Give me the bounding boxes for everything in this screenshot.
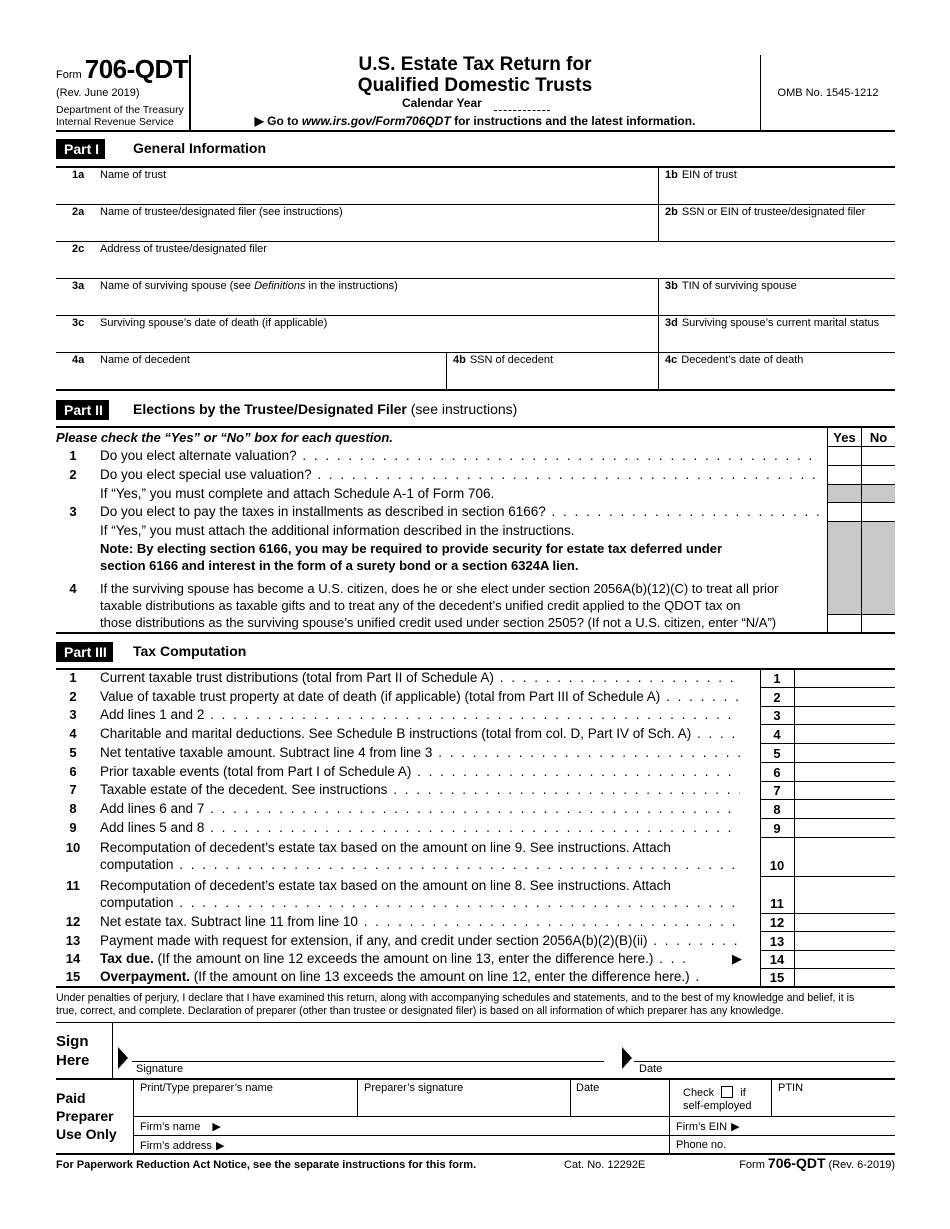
line12-box-number: 12: [769, 915, 785, 930]
line11-text2: computation . .: [100, 895, 740, 910]
q2-yes-checkbox[interactable]: [838, 468, 852, 482]
field-4a-label: [72, 354, 190, 366]
line9-number: 9: [69, 820, 77, 835]
preparer-word: Preparer: [56, 1108, 114, 1124]
line11-number: 11: [66, 878, 80, 893]
line12-amount-input[interactable]: [797, 914, 896, 931]
line13-box-number: 13: [769, 934, 785, 949]
part2-bottom-rule: [56, 632, 895, 634]
footer-form-word: Form: [739, 1159, 768, 1171]
line9-box-number: 9: [773, 821, 781, 836]
q4-number: 4: [69, 581, 77, 596]
field-2c-label: [72, 243, 267, 255]
line15-amount-input[interactable]: [797, 969, 896, 986]
check-word: Check: [683, 1087, 715, 1099]
penalty-line1: Under penalties of perjury, I declare that I have examined this return, along with accompanying schedules and statements, and to the best of my knowledge and belief, it is: [56, 992, 855, 1004]
line11-box-number: 11: [770, 896, 784, 911]
line10-amount-input[interactable]: [797, 857, 896, 874]
field-text-em: Definitions: [254, 280, 306, 292]
decedent-name-input[interactable]: [100, 369, 444, 387]
sign-col-rule: [112, 1023, 113, 1079]
instructions-link-line: [190, 114, 760, 128]
field-3a-label: [72, 280, 398, 292]
trustee-address-input[interactable]: [100, 258, 894, 276]
yn-rule: [827, 502, 895, 503]
field-text: Name of decedent: [100, 354, 190, 366]
line6-text: Prior taxable events (total from Part I of Schedule A) . .: [100, 764, 740, 779]
form-title-line2: Qualified Domestic Trusts: [357, 75, 593, 96]
omb-number: OMB No. 1545-1212: [777, 87, 879, 99]
line14-box-number: 14: [769, 952, 785, 967]
field-1b-label: [665, 169, 737, 181]
field-num: 3a: [72, 280, 85, 292]
field-text: Name of surviving spouse (see: [100, 280, 255, 292]
trustee-name-input[interactable]: [100, 221, 654, 239]
q3-text: Do you elect to pay the taxes in installments as described in section 6166? . .: [100, 504, 820, 519]
firm-ein-text: Firm’s EIN: [676, 1121, 728, 1133]
line2-text: Value of taxable trust property at date of death (if applicable) (total from Part III of Schedule A) . .: [100, 689, 740, 704]
field-num: 4b: [453, 354, 466, 366]
field-text: Surviving spouse’s date of death (if applicable): [100, 317, 328, 329]
firm-ein-label: [676, 1120, 740, 1133]
field-num: 2c: [72, 243, 85, 255]
signature-rule: [132, 1061, 604, 1062]
no-header: No: [869, 430, 888, 445]
field-num: 3c: [72, 317, 85, 329]
line12-text: Net estate tax. Subtract line 11 from line 10 . .: [100, 914, 740, 929]
line5-number: 5: [69, 745, 77, 760]
line5-text: Net tentative taxable amount. Subtract line 4 from line 3 . .: [100, 745, 740, 760]
part2-title: [133, 400, 517, 418]
box-col-left: [760, 669, 761, 987]
line11-text1: Recomputation of decedent’s estate tax based on the amount on line 8. See instructions. Attach: [100, 878, 671, 893]
decedent-ssn-input[interactable]: [453, 369, 657, 387]
part3-bottom-rule: [56, 986, 895, 988]
line14-rest: (If the amount on line 12 exceeds the amount on line 13, enter the difference here.): [153, 951, 654, 966]
signature-label: Signature: [136, 1063, 184, 1075]
line2-amount-input[interactable]: [797, 689, 896, 706]
q2-number: 2: [69, 467, 77, 482]
form-id-block: [56, 54, 190, 85]
self-employed-label: self-employed: [683, 1100, 752, 1112]
line1-box-number: 1: [773, 671, 781, 686]
line-rule: [760, 931, 895, 932]
q3-subtext: If “Yes,” you must attach the additional information described in the instructions.: [100, 523, 575, 538]
part1-col-rule: [446, 352, 447, 390]
sign-word: Sign: [56, 1033, 89, 1050]
line14-number: 14: [65, 951, 81, 966]
field-text: Name of trust: [100, 169, 167, 181]
line14-arrow: ▶: [732, 951, 742, 966]
yn-rule: [827, 465, 895, 466]
irs-url-link[interactable]: www.irs.gov/Form706QDT: [301, 114, 451, 128]
preparer-signature-label: Preparer’s signature: [364, 1082, 464, 1094]
part2-top-rule: [56, 426, 895, 428]
line15-box-number: 15: [769, 970, 785, 985]
footer-form-id: [739, 1155, 895, 1171]
field-2a-label: [72, 206, 343, 218]
field-1a-label: [72, 169, 166, 181]
firm-address-text: Firm’s address: [140, 1140, 212, 1152]
spouse-marital-status-input[interactable]: [665, 332, 895, 350]
line15-number: 15: [65, 969, 81, 984]
q4-line3: those distributions as the surviving spouse’s unified credit used under section 2505? (If not a U.S. citizen, enter “N/A”): [100, 615, 777, 630]
part2-title-text: Elections by the Trustee/Designated Filer: [133, 401, 407, 417]
line15-rest: (If the amount on line 13 exceeds the amount on line 12, enter the difference here.): [190, 969, 690, 984]
line10-text2: computation . .: [100, 857, 740, 872]
field-3c-label: [72, 317, 327, 329]
line13-number: 13: [65, 933, 81, 948]
footer-rev: (Rev. 6-2019): [825, 1159, 895, 1171]
q1-yes-checkbox[interactable]: [838, 450, 852, 464]
shaded-cell: [828, 522, 861, 614]
firm-address-input[interactable]: [232, 1137, 668, 1153]
phone-label: Phone no.: [676, 1139, 727, 1151]
field-num: 3d: [665, 317, 678, 329]
field-3d-label: [665, 317, 879, 329]
line-rule: [760, 837, 895, 838]
field-text: Name of trustee/designated filer (see instructions): [100, 206, 343, 218]
yn-rule: [827, 614, 895, 615]
yes-header: Yes: [833, 430, 856, 445]
line1-amount-input[interactable]: [797, 670, 896, 687]
part1-row-rule: [56, 278, 895, 279]
goto-prefix: ▶ Go to: [254, 114, 302, 128]
q4-yes-checkbox[interactable]: [838, 616, 852, 630]
part1-row-rule: [56, 204, 895, 205]
ptin-input[interactable]: [778, 1097, 894, 1114]
sign-bottom-rule: [56, 1078, 895, 1080]
q2-no-checkbox[interactable]: [872, 468, 886, 482]
firm-name-arrow-icon: ▶: [212, 1121, 221, 1133]
line8-amount-input[interactable]: [797, 801, 896, 818]
q3-no-checkbox[interactable]: [872, 505, 886, 519]
q1-text: Do you elect alternate valuation? . .: [100, 448, 820, 463]
revision-date: (Rev. June 2019): [56, 87, 140, 99]
check-label: [683, 1086, 746, 1099]
line9-text: Add lines 5 and 8 . .: [100, 820, 740, 835]
part1-col-rule: [658, 278, 659, 390]
date-arrow-icon: [622, 1047, 632, 1069]
field-num: 3b: [665, 280, 678, 292]
firm-address-arrow-icon: ▶: [215, 1140, 225, 1152]
q2-text: Do you elect special use valuation? . .: [100, 467, 820, 482]
q1-no-checkbox[interactable]: [872, 450, 886, 464]
preparer-col-rule: [357, 1079, 358, 1116]
firm-name-input[interactable]: [232, 1118, 668, 1134]
line-rule: [760, 818, 895, 819]
line5-amount-input[interactable]: [797, 745, 896, 762]
line6-number: 6: [69, 764, 77, 779]
part1-row-rule: [56, 315, 895, 316]
trustee-ssn-ein-input[interactable]: [665, 221, 895, 239]
part1-row-rule: [56, 241, 895, 242]
catalog-number: Cat. No. 12292E: [564, 1159, 646, 1171]
here-word: Here: [56, 1052, 90, 1069]
signature-arrow-icon: [118, 1047, 128, 1069]
part1-top-rule: [56, 166, 895, 168]
part3-title: Tax Computation: [133, 643, 247, 659]
line3-number: 3: [69, 707, 77, 722]
ein-of-trust-input[interactable]: [665, 184, 895, 202]
line1-number: 1: [69, 670, 77, 685]
part1-bottom-rule: [56, 389, 895, 391]
line-rule: [760, 724, 895, 725]
surviving-spouse-tin-input[interactable]: [665, 295, 895, 313]
part2-badge: Part II: [56, 400, 109, 420]
decedent-date-of-death-input[interactable]: [665, 369, 895, 387]
q3-yes-checkbox[interactable]: [838, 505, 852, 519]
header-bottom-rule: [56, 130, 895, 132]
agency: Internal Revenue Service: [56, 116, 174, 128]
line8-text: Add lines 6 and 7 . .: [100, 801, 740, 816]
field-3b-label: [665, 280, 797, 292]
q3-note-line2: section 6166 and interest in the form of a surety bond or a section 6324A lien.: [100, 558, 579, 573]
form-number: 706-QDT: [84, 54, 189, 84]
q2-subtext: If “Yes,” you must complete and attach Schedule A-1 of Form 706.: [100, 486, 495, 501]
footer-form-number: 706-QDT: [767, 1155, 826, 1171]
yn-rule: [827, 446, 895, 447]
part3-badge: Part III: [56, 642, 113, 662]
preparer-date-input[interactable]: [576, 1097, 668, 1114]
sign-here-title: [56, 1032, 89, 1070]
paid-word: Paid: [56, 1090, 86, 1106]
line4-amount-input[interactable]: [797, 726, 896, 743]
field-text: in the instructions): [305, 280, 398, 292]
line14-bold: Tax due.: [100, 951, 154, 966]
part2-title-suffix: (see instructions): [406, 401, 518, 417]
shaded-cell: [862, 522, 895, 614]
field-num: 2b: [665, 206, 678, 218]
line15-bold: Overpayment.: [100, 969, 191, 984]
part1-col-rule: [658, 167, 659, 241]
date-rule: [634, 1061, 895, 1062]
line10-text1: Recomputation of decedent’s estate tax based on the amount on line 9. See instructions. Attach: [100, 840, 671, 855]
q4-line1: If the surviving spouse has become a U.S. citizen, does he or she elect under section 2056A(b)(12)(C) to treat all prior: [100, 581, 779, 596]
firm-address-label: [140, 1139, 224, 1152]
line-rule: [760, 876, 895, 877]
use-only-word: Use Only: [56, 1126, 117, 1142]
preparer-row-rule: [133, 1116, 895, 1117]
line12-number: 12: [65, 914, 81, 929]
field-num: 1a: [72, 169, 85, 181]
firm-ein-input[interactable]: [748, 1118, 894, 1134]
preparer-row-rule: [133, 1135, 895, 1136]
line13-text: Payment made with request for extension, if any, and credit under section 2056A(b)(2)(B)(ii) . .: [100, 933, 740, 948]
line5-box-number: 5: [773, 746, 781, 761]
line15-text: Overpayment. (If the amount on line 13 exceeds the amount on line 12, enter the difference here.) .: [100, 969, 702, 984]
shaded-cell: [862, 485, 895, 502]
preparer-name-label: Print/Type preparer’s name: [140, 1082, 273, 1094]
line9-amount-input[interactable]: [797, 820, 896, 837]
phone-input[interactable]: [730, 1137, 894, 1153]
field-text: TIN of surviving spouse: [681, 280, 797, 292]
form-title-line1: U.S. Estate Tax Return for: [358, 54, 592, 75]
line4-box-number: 4: [773, 727, 781, 742]
part2-instruction: Please check the “Yes” or “No” box for each question.: [56, 430, 393, 445]
box-col-right: [794, 669, 795, 987]
line8-box-number: 8: [773, 802, 781, 817]
field-text: SSN of decedent: [469, 354, 554, 366]
paid-preparer-title: [56, 1089, 117, 1143]
part1-row-rule: [56, 352, 895, 353]
line1-text: Current taxable trust distributions (total from Part II of Schedule A) . .: [100, 670, 740, 685]
field-2b-label: [665, 206, 865, 218]
preparer-date-label: Date: [576, 1082, 600, 1094]
line-rule: [760, 799, 895, 800]
part1-badge: Part I: [56, 139, 105, 159]
line7-text: Taxable estate of the decedent. See instructions . .: [100, 782, 740, 797]
line14-text: Tax due. (If the amount on line 12 exceeds the amount on line 13, enter the difference here.) . . .: [100, 951, 688, 966]
field-num: 1b: [665, 169, 678, 181]
field-num: 4a: [72, 354, 85, 366]
q4-line2: taxable distributions as taxable gifts and to treat any of the decedent’s unified credit applied to the QDOT tax on: [100, 598, 741, 613]
line6-amount-input[interactable]: [797, 764, 896, 781]
form-word: Form: [56, 69, 82, 81]
line7-number: 7: [69, 782, 77, 797]
firm-ein-arrow-icon: ▶: [731, 1121, 740, 1133]
firm-name-text: Firm’s name: [140, 1121, 201, 1133]
line-rule: [760, 762, 895, 763]
line2-box-number: 2: [773, 690, 781, 705]
line7-box-number: 7: [773, 783, 781, 798]
sign-date-input[interactable]: [636, 1042, 895, 1060]
line4-number: 4: [69, 726, 77, 741]
line3-amount-input[interactable]: [797, 707, 896, 724]
firm-name-label: [140, 1120, 221, 1133]
field-num: 4c: [665, 354, 678, 366]
line10-box-number: 10: [769, 858, 785, 873]
field-text: SSN or EIN of trustee/designated filer: [681, 206, 866, 218]
penalty-line2: true, correct, and complete. Declaration of preparer (other than trustee or designated filer) is based on all information of which preparer has any knowledge.: [56, 1005, 784, 1017]
ptin-label: PTIN: [778, 1082, 804, 1094]
field-text: EIN of trust: [681, 169, 737, 181]
if-word: if: [740, 1087, 746, 1099]
surviving-spouse-name-input[interactable]: [100, 295, 654, 313]
line-rule: [760, 743, 895, 744]
field-text: Surviving spouse’s current marital status: [681, 317, 880, 329]
name-of-trust-input[interactable]: [100, 184, 654, 202]
q3-number: 3: [69, 504, 77, 519]
preparer-signature-input[interactable]: [364, 1097, 568, 1114]
shaded-cell: [828, 485, 861, 502]
goto-suffix: for instructions and the latest information.: [450, 114, 696, 128]
line11-amount-input[interactable]: [797, 895, 896, 912]
calendar-year-label: Calendar Year: [402, 96, 482, 110]
line6-box-number: 6: [773, 765, 781, 780]
line13-amount-input[interactable]: [797, 933, 896, 950]
field-text: Address of trustee/designated filer: [100, 243, 267, 255]
field-num: 2a: [72, 206, 85, 218]
line-rule: [760, 687, 895, 688]
department: Department of the Treasury: [56, 104, 184, 116]
line3-text: Add lines 1 and 2 . .: [100, 707, 740, 722]
self-employed-checkbox[interactable]: [721, 1086, 733, 1098]
preparer-col-rule: [570, 1079, 571, 1116]
q1-number: 1: [69, 448, 77, 463]
part1-title: General Information: [133, 140, 267, 156]
q3-note-line1: Note: By electing section 6166, you may be required to provide security for estate tax deferred under: [100, 541, 723, 556]
line8-number: 8: [69, 801, 77, 816]
line10-number: 10: [65, 840, 81, 855]
line14-amount-input[interactable]: [797, 951, 896, 968]
field-4c-label: [665, 354, 803, 366]
line7-amount-input[interactable]: [797, 782, 896, 799]
sign-date-label: Date: [639, 1063, 663, 1075]
calendar-year-input[interactable]: [494, 97, 550, 111]
signature-input[interactable]: [132, 1042, 606, 1060]
q4-no-checkbox[interactable]: [872, 616, 886, 630]
preparer-col-rule: [771, 1079, 772, 1116]
line2-number: 2: [69, 689, 77, 704]
paperwork-notice: For Paperwork Reduction Act Notice, see the separate instructions for this form.: [56, 1159, 477, 1171]
field-4b-label: [453, 354, 553, 366]
preparer-name-input[interactable]: [140, 1097, 356, 1114]
sign-top-rule: [56, 1022, 895, 1023]
line3-box-number: 3: [773, 708, 781, 723]
spouse-date-of-death-input[interactable]: [100, 332, 654, 350]
line4-text: Charitable and marital deductions. See Schedule B instructions (total from col. D, Part IV of Sch. A) . .: [100, 726, 740, 741]
field-text: Decedent’s date of death: [681, 354, 804, 366]
